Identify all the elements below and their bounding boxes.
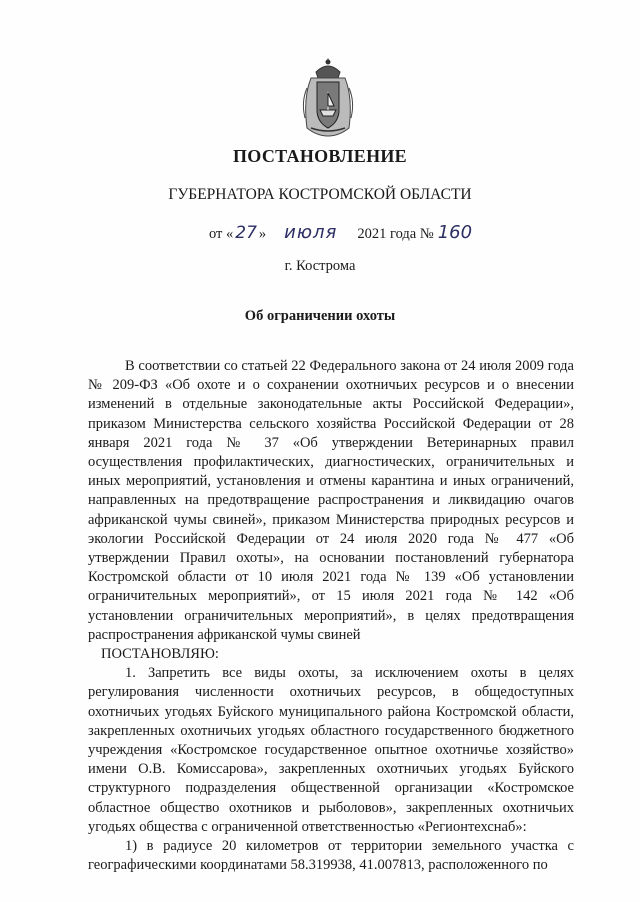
item-1-paragraph: 1. Запретить все виды охоты, за исключением охоты в целях регулирования численности охотничьих ресурсов, в общедоступных охотничьих угодьях Буйского муниципального района Костромской области, закрепленных охотничьих угодьях областного государственного бюджетного учреждения «Костромское государственное опытное охотничье хозяйство» имени О.В. Комиссарова», закрепленных охотничьих угодьях Буйского структурного подразделения общественной организации «Костромское областное общество охотников и рыболовов», закрепленных охотничьих угодьях общества с ограниченной ответственностью «Регионтехснаб»: [88, 665, 574, 835]
coat-of-arms-emblem [297, 58, 359, 138]
date-year-text: 2021 года № [357, 226, 434, 242]
document-heading: Об ограничении охоты [244, 308, 396, 324]
document-subtitle: ГУБЕРНАТОРА КОСТРОМСКОЙ ОБЛАСТИ [168, 186, 472, 203]
date-day-close: » [258, 226, 267, 242]
document-city: г. Кострома [284, 258, 356, 274]
document-title: ПОСТАНОВЛЕНИЕ [233, 146, 407, 166]
date-month-handwritten: июля [284, 222, 338, 243]
date-prefix: от « [209, 226, 234, 242]
resolve-paragraph: ПОСТАНОВЛЯЮ: [101, 646, 219, 663]
item-1-1-paragraph: 1) в радиусе 20 километров от территории земельного участка с географическими координатами 58.319938, 41.007813, расположенного по [88, 838, 574, 874]
document-body [88, 357, 574, 875]
document-number-handwritten: 160 [437, 222, 473, 243]
date-day-handwritten: 27 [235, 223, 257, 243]
document-date-line [209, 222, 472, 243]
preamble-paragraph: В соответствии со статьей 22 Федерального закона от 24 июля 2009 года № 209-ФЗ «Об охоте и о сохранении охотничьих ресурсов и о внесении изменений в отдельные законодательные акты Российской Федерации», приказом Министерства сельского хозяйства Российской Федерации от 28 января 2021 года № 37 «Об утверждении Ветеринарных правил осуществления профилактических, диагностических, ограничительных и иных мероприятий, установления и отмены карантина и иных ограничений, направленных на предотвращение распространения и ликвидацию очагов африканской чумы свиней», приказом Министерства природных ресурсов и экологии Российской Федерации от 24 июля 2020 года № 477 «Об утверждении Правил охоты», на основании постановлений губернатора Костромской области от 10 июля 2021 года № 139 «Об установлении ограничительных мероприятий», от 15 июля 2021 года № 142 «Об установлении ограничительных мероприятий», в целях предотвращения распространения африканской чумы свиней [88, 358, 574, 643]
